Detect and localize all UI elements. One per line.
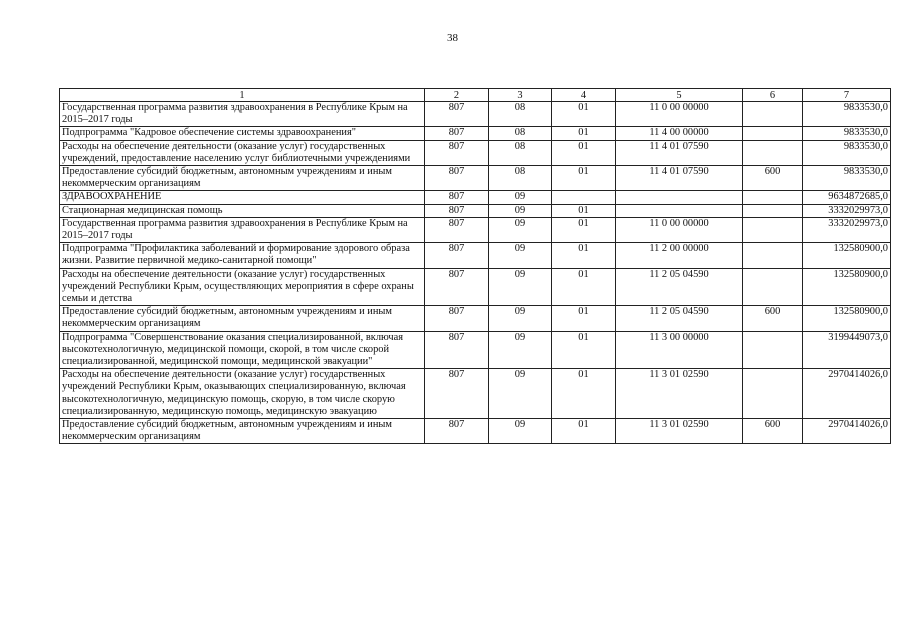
header-row	[60, 89, 891, 102]
row-amount: 2970414026,0	[803, 419, 891, 444]
row-section: 08	[489, 166, 552, 191]
row-ministry: 807	[425, 102, 489, 127]
row-ministry: 807	[425, 127, 489, 140]
row-expense-type	[743, 204, 803, 217]
row-expense-type: 600	[743, 166, 803, 191]
row-name: Подпрограмма "Профилактика заболеваний и формирование здорового образа жизни. Развитие первичной медико-санитарной помощи"	[60, 243, 425, 268]
row-ministry: 807	[425, 419, 489, 444]
row-target-article: 11 3 00 00000	[616, 331, 743, 369]
row-subsection: 01	[552, 369, 616, 419]
row-expense-type: 600	[743, 306, 803, 331]
table-row	[60, 217, 891, 242]
row-ministry: 807	[425, 331, 489, 369]
row-target-article: 11 4 01 07590	[616, 140, 743, 165]
row-amount: 9634872685,0	[803, 191, 891, 204]
row-amount: 3332029973,0	[803, 217, 891, 242]
table-row	[60, 369, 891, 419]
table-row	[60, 331, 891, 369]
row-name: Расходы на обеспечение деятельности (оказание услуг) государственных учреждений Республики Крым, оказывающих специализированную, включая высокотехнологичную, медицинскую помощь, скорую, в том числе скорую специализированную, медицинскую помощь, медицинскую эвакуацию	[60, 369, 425, 419]
row-section: 09	[489, 204, 552, 217]
row-amount: 9833530,0	[803, 166, 891, 191]
table-row	[60, 268, 891, 306]
row-section: 08	[489, 140, 552, 165]
row-subsection: 01	[552, 306, 616, 331]
row-amount: 9833530,0	[803, 140, 891, 165]
row-section: 08	[489, 102, 552, 127]
row-subsection: 01	[552, 419, 616, 444]
row-target-article	[616, 204, 743, 217]
row-section: 09	[489, 331, 552, 369]
row-expense-type	[743, 102, 803, 127]
table-row	[60, 419, 891, 444]
row-name: Предоставление субсидий бюджетным, автономным учреждениям и иным некоммерческим организациям	[60, 306, 425, 331]
row-target-article: 11 3 01 02590	[616, 369, 743, 419]
row-ministry: 807	[425, 191, 489, 204]
row-expense-type	[743, 268, 803, 306]
row-amount: 132580900,0	[803, 268, 891, 306]
row-expense-type	[743, 191, 803, 204]
row-target-article: 11 0 00 00000	[616, 102, 743, 127]
row-amount: 9833530,0	[803, 127, 891, 140]
row-name: Подпрограмма "Кадровое обеспечение системы здравоохранения"	[60, 127, 425, 140]
row-expense-type: 600	[743, 419, 803, 444]
row-target-article: 11 0 00 00000	[616, 217, 743, 242]
row-amount: 132580900,0	[803, 306, 891, 331]
row-ministry: 807	[425, 204, 489, 217]
row-ministry: 807	[425, 166, 489, 191]
row-name: Расходы на обеспечение деятельности (оказание услуг) государственных учреждений, предоставление населению услуг библиотечными учреждениями	[60, 140, 425, 165]
row-amount: 3332029973,0	[803, 204, 891, 217]
page-number: 38	[447, 32, 458, 44]
header-col-7: 7	[803, 89, 891, 102]
row-subsection: 01	[552, 204, 616, 217]
row-section: 09	[489, 191, 552, 204]
header-col-3: 3	[489, 89, 552, 102]
row-target-article: 11 4 01 07590	[616, 166, 743, 191]
row-target-article: 11 4 00 00000	[616, 127, 743, 140]
row-name: Предоставление субсидий бюджетным, автономным учреждениям и иным некоммерческим организациям	[60, 166, 425, 191]
row-name: Государственная программа развития здравоохранения в Республике Крым на 2015–2017 годы	[60, 102, 425, 127]
row-amount: 3199449073,0	[803, 331, 891, 369]
row-target-article: 11 2 00 00000	[616, 243, 743, 268]
budget-table	[59, 88, 891, 444]
row-target-article	[616, 191, 743, 204]
row-section: 09	[489, 306, 552, 331]
table-row	[60, 140, 891, 165]
row-expense-type	[743, 217, 803, 242]
row-ministry: 807	[425, 369, 489, 419]
row-amount: 2970414026,0	[803, 369, 891, 419]
row-subsection: 01	[552, 217, 616, 242]
table-row	[60, 191, 891, 204]
header-col-5: 5	[616, 89, 743, 102]
table-row	[60, 102, 891, 127]
row-subsection: 01	[552, 243, 616, 268]
row-subsection	[552, 191, 616, 204]
row-ministry: 807	[425, 306, 489, 331]
row-section: 09	[489, 419, 552, 444]
row-ministry: 807	[425, 140, 489, 165]
row-ministry: 807	[425, 268, 489, 306]
table-row	[60, 306, 891, 331]
row-target-article: 11 2 05 04590	[616, 306, 743, 331]
row-amount: 9833530,0	[803, 102, 891, 127]
table-row	[60, 243, 891, 268]
row-name: ЗДРАВООХРАНЕНИЕ	[60, 191, 425, 204]
row-name: Государственная программа развития здравоохранения в Республике Крым на 2015–2017 годы	[60, 217, 425, 242]
table-row	[60, 127, 891, 140]
row-ministry: 807	[425, 243, 489, 268]
row-subsection: 01	[552, 127, 616, 140]
row-expense-type	[743, 127, 803, 140]
row-section: 09	[489, 369, 552, 419]
row-name: Стационарная медицинская помощь	[60, 204, 425, 217]
header-col-1: 1	[60, 89, 425, 102]
row-subsection: 01	[552, 268, 616, 306]
row-name: Расходы на обеспечение деятельности (оказание услуг) государственных учреждений Республики Крым, осуществляющих мероприятия в сфере охраны семьи и детства	[60, 268, 425, 306]
row-section: 09	[489, 268, 552, 306]
header-col-6: 6	[743, 89, 803, 102]
row-section: 08	[489, 127, 552, 140]
row-expense-type	[743, 369, 803, 419]
row-section: 09	[489, 217, 552, 242]
row-expense-type	[743, 331, 803, 369]
row-ministry: 807	[425, 217, 489, 242]
row-name: Предоставление субсидий бюджетным, автономным учреждениям и иным некоммерческим организациям	[60, 419, 425, 444]
row-target-article: 11 3 01 02590	[616, 419, 743, 444]
table-row	[60, 204, 891, 217]
row-target-article: 11 2 05 04590	[616, 268, 743, 306]
row-subsection: 01	[552, 102, 616, 127]
row-section: 09	[489, 243, 552, 268]
row-subsection: 01	[552, 140, 616, 165]
row-name: Подпрограмма "Совершенствование оказания специализированной, включая высокотехнологичную, медицинской помощи, скорой, в том числе скорой специализированной, медицинской помощи, медицинской эвакуации"	[60, 331, 425, 369]
row-subsection: 01	[552, 331, 616, 369]
row-expense-type	[743, 243, 803, 268]
row-amount: 132580900,0	[803, 243, 891, 268]
header-col-4: 4	[552, 89, 616, 102]
header-col-2: 2	[425, 89, 489, 102]
row-subsection: 01	[552, 166, 616, 191]
row-expense-type	[743, 140, 803, 165]
table-row	[60, 166, 891, 191]
